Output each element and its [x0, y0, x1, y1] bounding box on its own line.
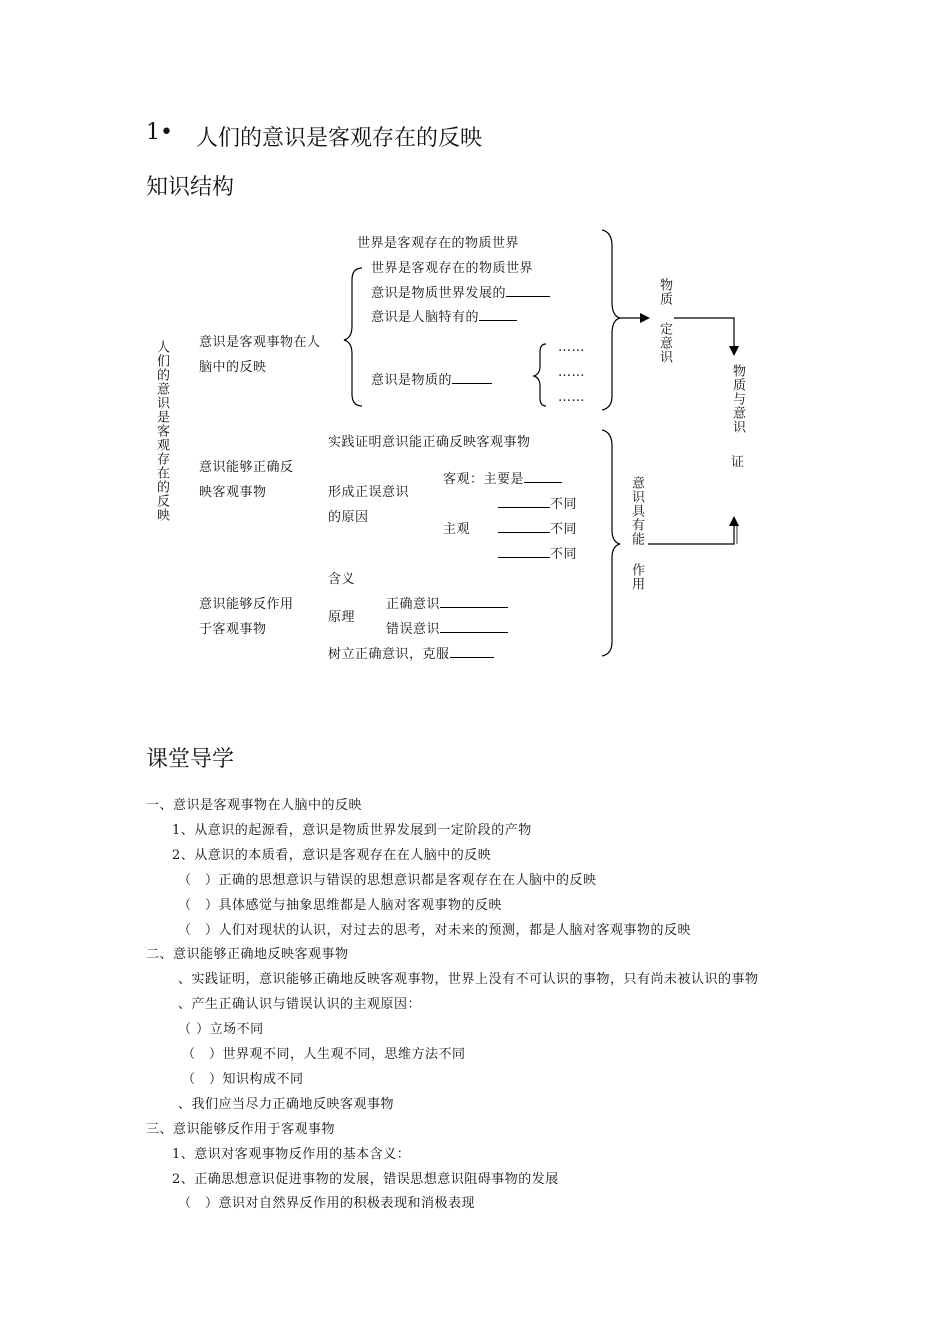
- guide-line: （ ）知识构成不同: [182, 1071, 304, 1087]
- branch3-wrong-text: 错误意识: [386, 622, 441, 637]
- guide-line: 2、正确思想意识促进事物的发展，错误思想意识阻碍事物的发展: [172, 1171, 559, 1187]
- arrow-right-head: [640, 313, 650, 323]
- section-heading-guide: 课堂导学: [146, 747, 235, 772]
- diagram-root-label: 人们的意识是客观存在的反映: [154, 340, 169, 522]
- lesson-title: 人们的意识是客观存在的反映: [196, 126, 483, 151]
- branch1-item-3-text: 意识是人脑特有的: [371, 310, 480, 325]
- fill-blank: [440, 620, 508, 633]
- fill-blank: [479, 308, 517, 321]
- arrow-down-head: [729, 346, 739, 356]
- right-top-vertical-2: 定意识: [657, 322, 672, 364]
- branch2-practice: 实践证明意识能正确反映客观事物: [328, 435, 531, 450]
- dots-1: ……: [558, 340, 585, 355]
- branch3-correct: [386, 593, 508, 612]
- arrow-up-head: [729, 516, 739, 526]
- guide-line: 、产生正确认识与错误认识的主观原因：: [178, 997, 422, 1013]
- branch1-material-text: 意识是物质的: [371, 373, 453, 388]
- fill-blank: [498, 545, 550, 558]
- branch2-subjective: 主观: [443, 522, 471, 537]
- branch2-differ-2: [498, 518, 577, 537]
- guide-line: 二、意识能够正确地反映客观事物: [146, 947, 349, 963]
- branch1-label-line2: 脑中的反映: [199, 360, 267, 375]
- guide-line: （ ）正确的思想意识与错误的思想意识都是客观存在在人脑中的反映: [178, 872, 597, 888]
- branch3-establish: [328, 643, 494, 662]
- branch2-label-line2: 映客观事物: [199, 485, 267, 500]
- guide-line: （ ）立场不同: [178, 1022, 264, 1038]
- branch1-top: 世界是客观存在的物质世界: [357, 236, 520, 251]
- branch2-reason-line2: 的原因: [328, 510, 369, 525]
- right-mid-vertical: 意识具有能: [629, 476, 644, 546]
- guide-line: （ ）意识对自然界反作用的积极表现和消极表现: [178, 1196, 476, 1212]
- branch1-item-3: [371, 306, 517, 325]
- guide-line: 一、意识是客观事物在人脑中的反映: [146, 798, 363, 813]
- guide-line: 、实践证明，意识能够正确地反映客观事物，世界上没有不可认识的事物，只有尚未被认识的事物: [178, 972, 759, 988]
- branch3-establish-text: 树立正确意识，克服: [328, 647, 450, 662]
- fill-blank: [498, 520, 550, 533]
- fill-blank: [524, 470, 562, 483]
- guide-line: 、我们应当尽力正确地反映客观事物: [178, 1096, 395, 1112]
- branch2-reason-line1: 形成正误意识: [328, 485, 410, 500]
- lesson-number: 1•: [146, 120, 173, 145]
- branch2-differ-3: [498, 543, 577, 562]
- differ-text: 不同: [550, 547, 578, 562]
- far-right-char: 证: [731, 455, 745, 470]
- branch3-meaning: 含义: [328, 572, 356, 587]
- branch3-label-line2: 于客观事物: [199, 622, 267, 637]
- branch2-objective-text: 客观：主要是: [443, 472, 525, 487]
- guide-line: 2、从意识的本质看，意识是客观存在在人脑中的反映: [172, 847, 492, 863]
- guide-line: （ ）具体感觉与抽象思维都是人脑对客观事物的反映: [178, 897, 503, 913]
- brace-dots: [534, 344, 546, 406]
- branch1-material: [371, 369, 492, 388]
- far-right-vertical: 物质与意识: [730, 364, 745, 434]
- fill-blank: [498, 495, 550, 508]
- branch1-item-1: 世界是客观存在的物质世界: [371, 261, 534, 276]
- guide-line: 三、意识能够反作用于客观事物: [146, 1121, 336, 1137]
- brace-right-top: [602, 230, 620, 410]
- guide-line: （ ）世界观不同，人生观不同，思维方法不同: [182, 1047, 466, 1062]
- guide-line: 1、从意识的起源看，意识是物质世界发展到一定阶段的产物: [172, 822, 532, 838]
- brace-branch1: [344, 268, 362, 406]
- branch1-item-2: [371, 282, 550, 301]
- branch1-label-line1: 意识是客观事物在人: [199, 335, 321, 350]
- branch3-label-line1: 意识能够反作用: [199, 597, 294, 612]
- branch2-objective: [443, 468, 562, 487]
- branch1-item-2-text: 意识是物质世界发展的: [371, 286, 507, 301]
- right-top-vertical-1: 物质: [657, 278, 672, 306]
- guide-line: （ ）人们对现状的认识，对过去的思考，对未来的预测，都是人脑对客观事物的反映: [178, 922, 692, 938]
- fill-blank: [452, 371, 492, 384]
- brace-right-bottom: [602, 430, 620, 656]
- branch3-wrong: [386, 618, 508, 637]
- fill-blank: [440, 595, 508, 608]
- branch3-principle: 原理: [328, 610, 356, 625]
- dots-3: ……: [558, 390, 585, 405]
- dots-2: ……: [558, 365, 585, 380]
- fill-blank: [506, 284, 550, 297]
- section-heading-structure: 知识结构: [146, 175, 235, 200]
- guide-line: 1、意识对客观事物反作用的基本含义：: [172, 1146, 411, 1162]
- right-mid-vertical-2: 作用: [629, 563, 644, 591]
- branch2-differ-1: [498, 493, 577, 512]
- differ-text: 不同: [550, 522, 578, 537]
- differ-text: 不同: [550, 497, 578, 512]
- fill-blank: [450, 645, 494, 658]
- branch3-correct-text: 正确意识: [386, 597, 441, 612]
- branch2-label-line1: 意识能够正确反: [199, 460, 294, 475]
